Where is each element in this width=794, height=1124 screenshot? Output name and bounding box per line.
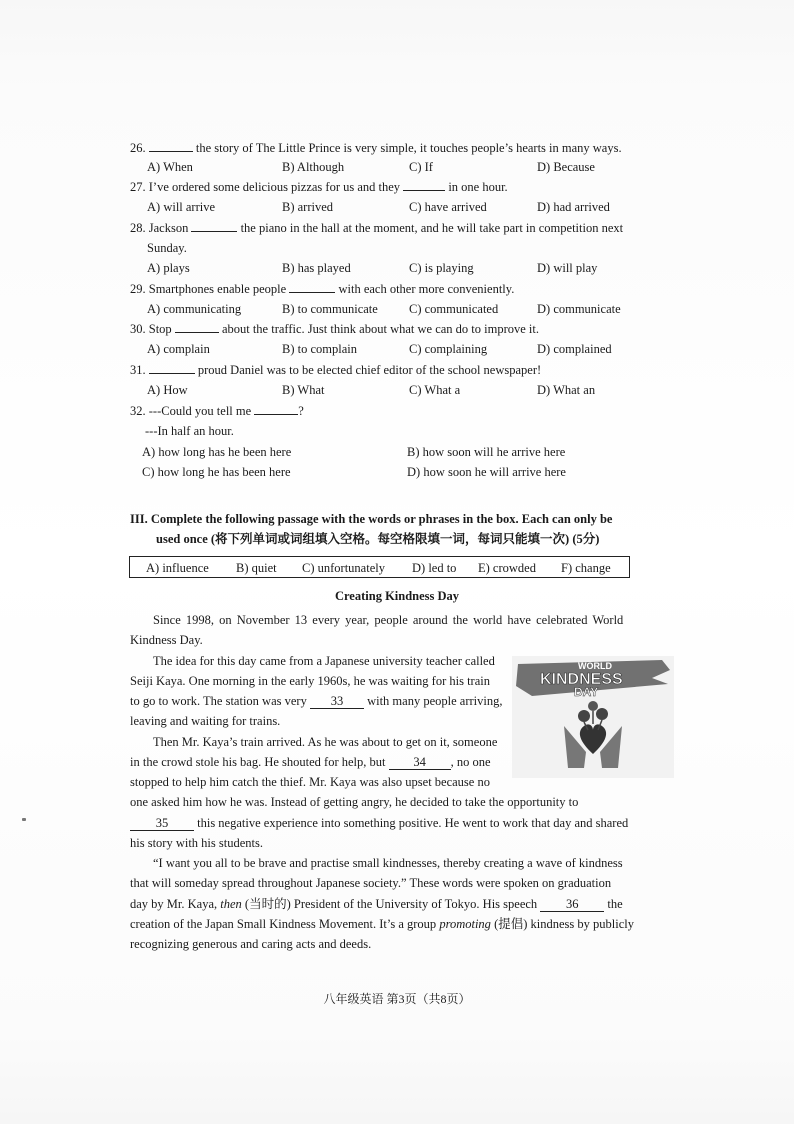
passage-line: “I want you all to be brave and practise small kindnesses, thereby creating a wave of kindness	[153, 856, 623, 870]
option-c: C) is playing	[409, 261, 474, 275]
word-option: F) change	[561, 561, 611, 575]
blank-36: 36	[540, 897, 604, 912]
blank-34: 34	[389, 755, 451, 770]
page-footer: 八年级英语 第3页（共8页）	[323, 992, 471, 1006]
option-c: C) complaining	[409, 342, 488, 356]
option-b: B) arrived	[282, 200, 334, 214]
option-b: B) to communicate	[282, 302, 378, 316]
word-option: B) quiet	[236, 561, 277, 575]
scan-mark	[22, 818, 26, 821]
passage-line: day by Mr. Kaya, then (当时的) President of the University of Tokyo. His speech 36 the	[130, 897, 623, 911]
option-d: D) complained	[537, 342, 612, 356]
image-text-day: DAY	[574, 685, 599, 699]
option-c: C) how long he has been here	[142, 465, 291, 479]
word-box	[129, 556, 630, 578]
section-instruction: used once (将下列单词或词组填入空格。每空格限填一词，每词只能填一次) (5分)	[156, 532, 600, 546]
passage-line: leaving and waiting for trains.	[130, 714, 281, 728]
answer-blank	[149, 361, 195, 374]
option-d: D) will play	[537, 261, 598, 275]
passage-line: 35 this negative experience into something positive. He went to work that day and shared	[130, 813, 628, 833]
passage-line: stopped to help him catch the thief. Mr. Kaya was also upset because no	[130, 775, 490, 789]
answer-blank	[403, 178, 445, 191]
passage-line: recognizing generous and caring acts and deeds.	[130, 937, 372, 951]
question-29: 29. Smartphones enable people with each other more conveniently.	[130, 282, 515, 296]
option-c: C) What a	[409, 383, 461, 397]
option-c: C) If	[409, 160, 433, 174]
option-c: C) have arrived	[409, 200, 487, 214]
question-continuation: Sunday.	[147, 241, 187, 255]
option-b: B) Although	[282, 160, 345, 174]
word-option: A) influence	[146, 561, 209, 575]
option-d: D) communicate	[537, 302, 621, 316]
option-b: B) how soon will he arrive here	[407, 445, 566, 459]
question-28: 28. Jackson the piano in the hall at the moment, and he will take part in competition next	[130, 221, 624, 235]
answer-blank	[149, 139, 193, 152]
question-31: 31. proud Daniel was to be elected chief editor of the school newspaper!	[130, 363, 542, 377]
question-continuation: ---In half an hour.	[145, 424, 234, 438]
image-text-kindness: KINDNESS	[540, 671, 623, 688]
word-option: E) crowded	[478, 561, 536, 575]
option-a: A) How	[147, 383, 188, 397]
question-27: 27. I’ve ordered some delicious pizzas for us and they in one hour.	[130, 180, 508, 194]
option-a: A) how long has he been here	[142, 445, 292, 459]
option-b: B) to complain	[282, 342, 357, 356]
answer-blank	[254, 402, 298, 415]
passage-line: creation of the Japan Small Kindness Movement. It’s a group promoting (提倡) kindness by publicly	[130, 917, 634, 931]
blank-33: 33	[310, 694, 364, 709]
option-d: D) Because	[537, 160, 595, 174]
passage-line: that will someday spread throughout Japanese society.” These words were spoken on graduation	[130, 876, 612, 890]
passage-line: Seiji Kaya. One morning in the early 1960s, he was waiting for his train	[130, 674, 490, 688]
word-option: C) unfortunately	[302, 561, 385, 575]
blank-35: 35	[130, 816, 194, 831]
option-b: B) What	[282, 383, 325, 397]
option-a: A) complain	[147, 342, 210, 356]
option-c: C) communicated	[409, 302, 499, 316]
passage-line: to go to work. The station was very 33 with many people arriving,	[130, 694, 503, 708]
world-kindness-day-image	[512, 656, 674, 778]
passage-line: one asked him how he was. Instead of getting angry, he decided to take the opportunity to	[130, 795, 579, 809]
passage-line: Kindness Day.	[130, 633, 203, 647]
passage-line: in the crowd stole his bag. He shouted for help, but 34 , no one	[130, 755, 491, 769]
option-d: D) had arrived	[537, 200, 610, 214]
passage-line: his story with his students.	[130, 836, 263, 850]
option-a: A) plays	[147, 261, 190, 275]
passage-title: Creating Kindness Day	[334, 589, 460, 603]
option-a: A) communicating	[147, 302, 242, 316]
option-d: D) how soon he will arrive here	[407, 465, 566, 479]
option-d: D) What an	[537, 383, 596, 397]
section-heading: III. Complete the following passage with the words or phrases in the box. Each can only be	[130, 512, 613, 526]
answer-blank	[191, 219, 237, 232]
question-30: 30. Stop about the traffic. Just think about what we can do to improve it.	[130, 322, 539, 336]
option-b: B) has played	[282, 261, 351, 275]
question-32: 32. ---Could you tell me ?	[130, 404, 304, 418]
answer-blank	[175, 320, 219, 333]
passage-line: The idea for this day came from a Japanese university teacher called	[153, 654, 495, 668]
word-option: D) led to	[412, 561, 457, 575]
option-a: A) will arrive	[147, 200, 216, 214]
option-a: A) When	[147, 160, 193, 174]
question-26: 26. the story of The Little Prince is very simple, it touches people’s hearts in many ways.	[130, 141, 622, 155]
answer-blank	[289, 280, 335, 293]
passage-line: Since 1998, on November 13 every year, people around the world have celebrated World	[153, 613, 624, 627]
passage-line: Then Mr. Kaya’s train arrived. As he was about to get on it, someone	[153, 735, 498, 749]
image-text-world: WORLD	[578, 661, 612, 671]
